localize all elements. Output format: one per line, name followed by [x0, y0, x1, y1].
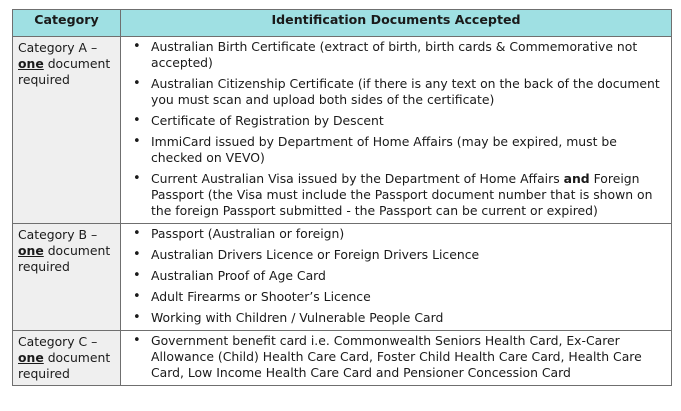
table-header-row	[13, 10, 672, 37]
category-cell	[13, 331, 121, 386]
item-text-emphasis: and	[563, 171, 590, 186]
list-item: • Australian Proof of Age Card	[121, 268, 665, 284]
list-item: • Passport (Australian or foreign)	[121, 226, 665, 242]
list-item: • Australian Drivers Licence or Foreign Drivers Licence	[121, 247, 665, 263]
header-category: Category	[13, 10, 121, 37]
documents-cell	[121, 224, 672, 331]
requirement-suffix: required	[18, 259, 70, 274]
document-list	[121, 226, 665, 326]
requirement-suffix: required	[18, 366, 70, 381]
requirement-quantifier: one	[18, 350, 44, 365]
document-list	[121, 333, 665, 381]
header-documents: Identification Documents Accepted	[121, 10, 672, 37]
requirement-text: document	[43, 56, 111, 71]
table-row-category-b	[13, 224, 672, 331]
list-item: • ImmiCard issued by Department of Home Affairs (may be expired, must be checked on VEVO)	[121, 134, 665, 166]
list-item: • Certificate of Registration by Descent	[121, 113, 665, 129]
documents-cell	[121, 37, 672, 224]
category-label: Category A –	[18, 40, 98, 55]
table-row-category-a	[13, 37, 672, 224]
category-cell	[13, 224, 121, 331]
list-item: • Adult Firearms or Shooter’s Licence	[121, 289, 665, 305]
list-item: • Australian Birth Certificate (extract of birth, birth cards & Commemorative not accepted)	[121, 39, 665, 71]
requirement-quantifier: one	[18, 56, 44, 71]
id-documents-table	[12, 9, 672, 386]
requirement-suffix: required	[18, 72, 70, 87]
category-cell	[13, 37, 121, 224]
requirement-text: document	[43, 350, 111, 365]
item-text-part: Foreign Passport (the Visa must include the Passport document number that is shown on the foreign Passport submitted - the Passport can be current or expired)	[151, 171, 653, 218]
category-label: Category C –	[18, 334, 98, 349]
category-label: Category B –	[18, 227, 98, 242]
list-item: • Government benefit card i.e. Commonwealth Seniors Health Card, Ex-Carer Allowance (Child) Health Care Card, Foster Child Health Care Card, Health Care Card, Low Income Health Care Card and Pensioner Concession Card	[121, 333, 665, 381]
item-text-part: Current Australian Visa issued by the Department of Home Affairs	[151, 171, 564, 186]
requirement-quantifier: one	[18, 243, 44, 258]
list-item: • Australian Citizenship Certificate (if there is any text on the back of the document you must scan and upload both sides of the certificate)	[121, 76, 665, 108]
list-item	[121, 171, 665, 219]
table-row-category-c	[13, 331, 672, 386]
document-list	[121, 39, 665, 219]
category-requirement	[18, 56, 116, 72]
requirement-text: document	[43, 243, 111, 258]
list-item: • Working with Children / Vulnerable People Card	[121, 310, 665, 326]
documents-cell	[121, 331, 672, 386]
category-requirement	[18, 350, 116, 366]
category-requirement	[18, 243, 116, 259]
